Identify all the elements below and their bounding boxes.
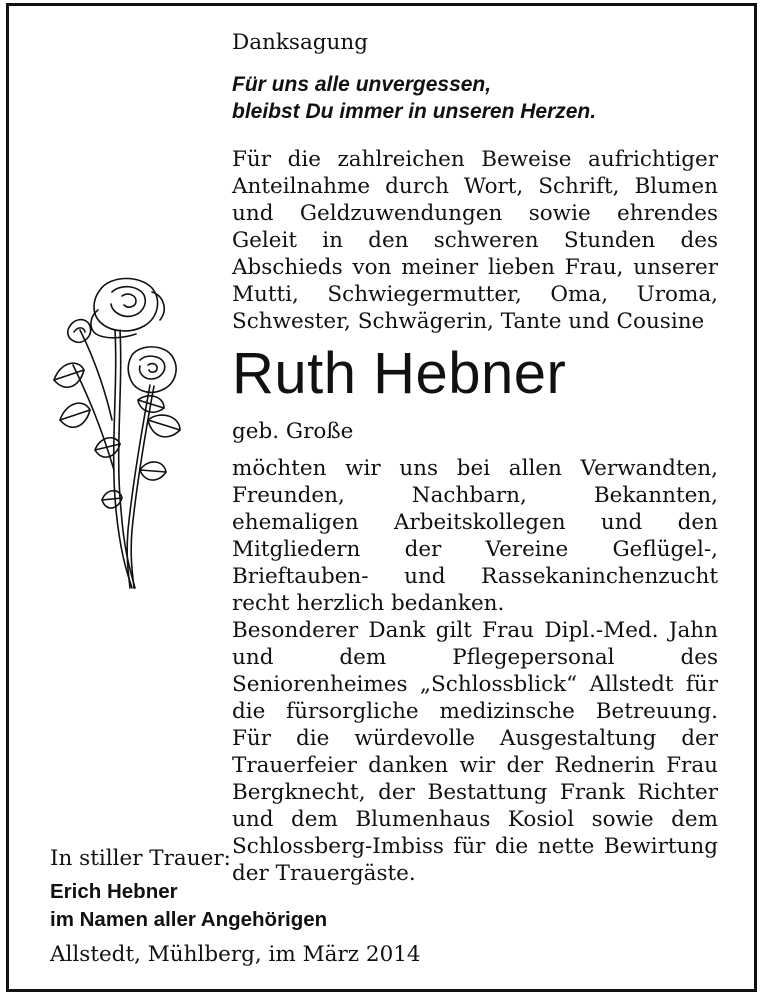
maiden-name: geb. Große	[232, 419, 354, 444]
thanks-paragraph: möchten wir uns bei allen Verwandten, Freunden, Nachbarn, Bekannten, ehemaligen Arbeitskollegen und den Mitgliedern der Vereine Geflügel-, Brieftauben- und Rassekaninchenzucht recht herzlich bedanken.	[232, 456, 718, 616]
motto	[232, 71, 718, 125]
motto-line: Für uns alle unvergessen,	[232, 73, 492, 96]
signers	[50, 878, 710, 934]
thanks-body	[232, 455, 718, 887]
mourning-label: In stiller Trauer:	[50, 846, 231, 871]
place-date: Allstedt, Mühlberg, im März 2014	[50, 942, 421, 967]
motto-line: bleibst Du immer in unseren Herzen.	[232, 100, 597, 123]
rose-icon	[40, 270, 190, 590]
signer-note: im Namen aller Angehörigen	[50, 908, 328, 931]
special-thanks-paragraph: Besonderer Dank gilt Frau Dipl.-Med. Jahn und dem Pflegepersonal des Seniorenheimes „Schlossblick“ Allstedt für die fürsorgliche medizinsche Betreuung. Für die würdevolle Ausgestaltung der Trauerfeier danken wir der Rednerin Frau Bergknecht, der Bestattung Frank Richter und dem Blumenhaus Kosiol sowie dem Schlossberg-Imbiss für die nette Bewirtung der Trauergäste.	[232, 618, 718, 886]
notice-heading: Danksagung	[232, 30, 369, 55]
intro-paragraph: Für die zahlreichen Beweise aufrichtiger Anteilnahme durch Wort, Schrift, Blumen und Geldzuwendungen sowie ehrendes Geleit in den schweren Stunden des Abschieds von meiner lieben Frau, unserer Mutti, Schwiegermutter, Oma, Uroma, Schwester, Schwägerin, Tante und Cousine	[232, 147, 718, 334]
signer-name: Erich Hebner	[50, 880, 178, 903]
deceased-name: Ruth Hebner	[232, 341, 567, 406]
